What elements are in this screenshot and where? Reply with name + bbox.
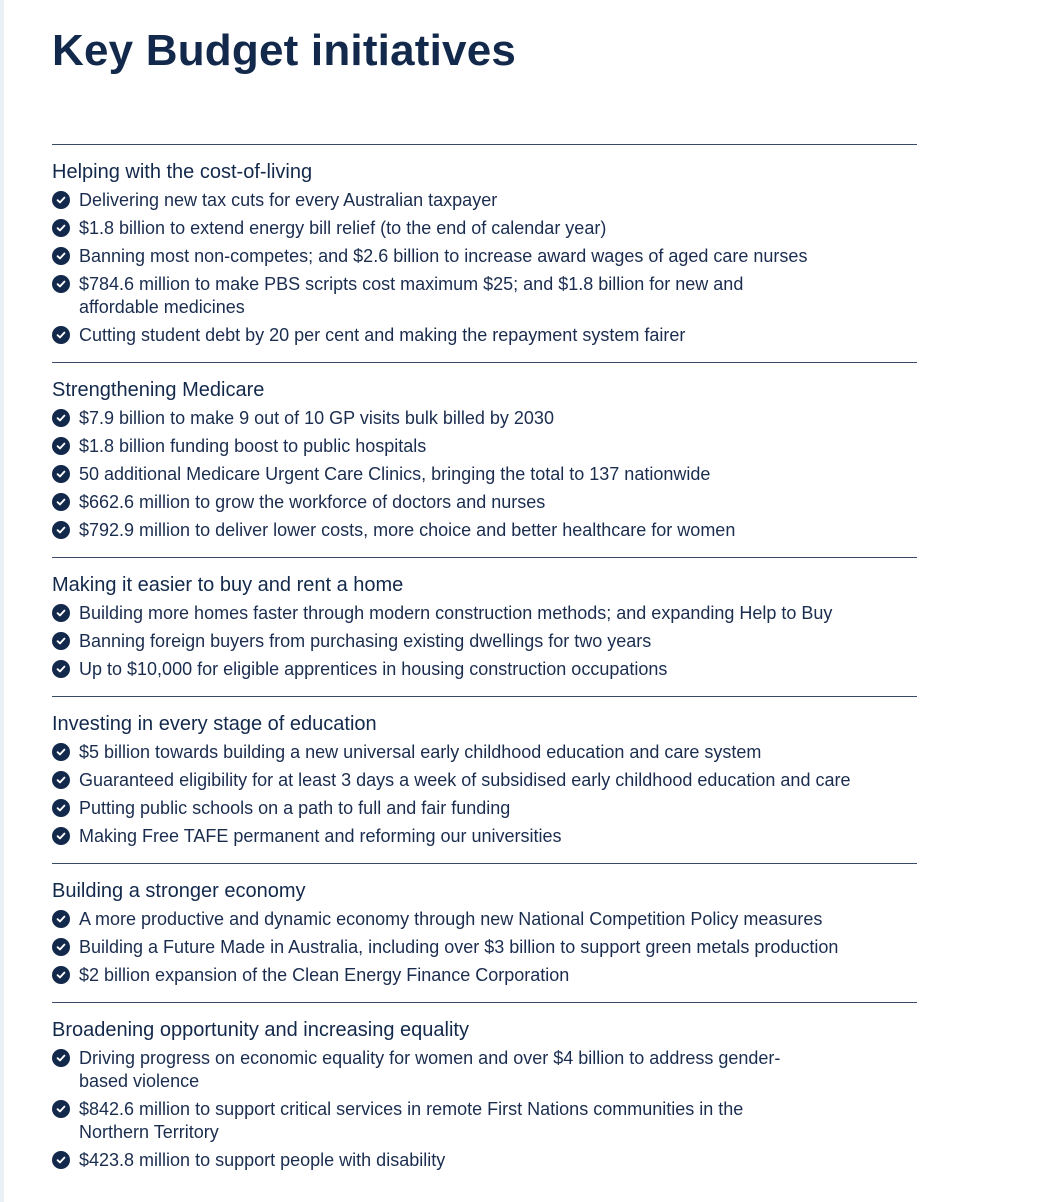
initiative-list (52, 741, 917, 848)
list-item-text: 50 additional Medicare Urgent Care Clinics, bringing the total to 137 nationwide (79, 464, 711, 484)
initiative-list (52, 602, 917, 681)
list-item-text: Putting public schools on a path to full and fair funding (79, 798, 511, 818)
list-item-text: $423.8 million to support people with disability (79, 1150, 446, 1170)
check-circle-icon (52, 604, 70, 622)
check-circle-icon (52, 191, 70, 209)
list-item (52, 741, 917, 764)
list-item-text: $792.9 million to deliver lower costs, more choice and better healthcare for women (79, 520, 736, 540)
check-circle-icon (52, 771, 70, 789)
check-circle-icon (52, 660, 70, 678)
section-heading: Broadening opportunity and increasing equality (52, 1019, 469, 1041)
list-item (52, 797, 917, 820)
list-item (52, 630, 917, 653)
check-circle-icon (52, 632, 70, 650)
section-0 (52, 144, 917, 362)
list-item (52, 407, 917, 430)
section-heading: Investing in every stage of education (52, 713, 377, 735)
list-item-text: Building more homes faster through modern construction methods; and expanding Help to Buy (79, 603, 833, 623)
list-item (52, 908, 917, 931)
list-item (52, 1098, 917, 1144)
list-item (52, 936, 917, 959)
list-item-text: Banning most non-competes; and $2.6 billion to increase award wages of aged care nurses (79, 246, 808, 266)
check-circle-icon (52, 326, 70, 344)
check-circle-icon (52, 409, 70, 427)
check-circle-icon (52, 247, 70, 265)
list-item (52, 825, 917, 848)
list-item (52, 463, 917, 486)
section-heading: Strengthening Medicare (52, 379, 265, 401)
check-circle-icon (52, 743, 70, 761)
list-item-text: Building a Future Made in Australia, including over $3 billion to support green metals production (79, 937, 839, 957)
list-item-text: $7.9 billion to make 9 out of 10 GP visits bulk billed by 2030 (79, 408, 554, 428)
list-item (52, 964, 917, 987)
list-item-text: A more productive and dynamic economy through new National Competition Policy measures (79, 909, 823, 929)
check-circle-icon (52, 910, 70, 928)
list-item-text: $662.6 million to grow the workforce of doctors and nurses (79, 492, 546, 512)
section-4 (52, 863, 917, 1002)
list-item-text: $784.6 million to make PBS scripts cost maximum $25; and $1.8 billion for new and affordable medicines (79, 274, 744, 317)
list-item (52, 435, 917, 458)
section-1 (52, 362, 917, 557)
check-circle-icon (52, 1049, 70, 1067)
section-5 (52, 1002, 917, 1187)
list-item (52, 273, 917, 319)
list-item-text: Cutting student debt by 20 per cent and making the repayment system fairer (79, 325, 686, 345)
list-item-text: $1.8 billion funding boost to public hospitals (79, 436, 427, 456)
section-heading: Making it easier to buy and rent a home (52, 574, 404, 596)
check-circle-icon (52, 1100, 70, 1118)
list-item (52, 217, 917, 240)
check-circle-icon (52, 799, 70, 817)
initiative-list (52, 908, 917, 987)
list-item (52, 491, 917, 514)
list-item-text: $2 billion expansion of the Clean Energy Finance Corporation (79, 965, 570, 985)
check-circle-icon (52, 1151, 70, 1169)
list-item-text: Delivering new tax cuts for every Australian taxpayer (79, 190, 498, 210)
check-circle-icon (52, 219, 70, 237)
list-item (52, 324, 917, 347)
check-circle-icon (52, 437, 70, 455)
check-circle-icon (52, 275, 70, 293)
list-item (52, 189, 917, 212)
check-circle-icon (52, 493, 70, 511)
list-item-text: Driving progress on economic equality for women and over $4 billion to address gender-based violence (79, 1048, 781, 1091)
list-item (52, 1149, 917, 1172)
list-item (52, 769, 917, 792)
section-2 (52, 557, 917, 696)
list-item (52, 602, 917, 625)
list-item (52, 245, 917, 268)
initiative-list (52, 407, 917, 542)
list-item (52, 1047, 917, 1093)
section-heading: Building a stronger economy (52, 880, 306, 902)
list-item (52, 658, 917, 681)
section-3 (52, 696, 917, 863)
initiatives-sections (52, 144, 917, 1187)
list-item-text: Up to $10,000 for eligible apprentices in housing construction occupations (79, 659, 668, 679)
list-item-text: Banning foreign buyers from purchasing existing dwellings for two years (79, 631, 652, 651)
list-item-text: Making Free TAFE permanent and reforming our universities (79, 826, 562, 846)
initiative-list (52, 189, 917, 347)
check-circle-icon (52, 521, 70, 539)
initiative-list (52, 1047, 917, 1172)
list-item-text: $5 billion towards building a new universal early childhood education and care system (79, 742, 762, 762)
check-circle-icon (52, 938, 70, 956)
list-item (52, 519, 917, 542)
check-circle-icon (52, 966, 70, 984)
list-item-text: Guaranteed eligibility for at least 3 days a week of subsidised early childhood education and care (79, 770, 851, 790)
list-item-text: $1.8 billion to extend energy bill relief (to the end of calendar year) (79, 218, 607, 238)
page-edge-strip (0, 0, 4, 1202)
list-item-text: $842.6 million to support critical services in remote First Nations communities in the Northern Territory (79, 1099, 744, 1142)
section-heading: Helping with the cost-of-living (52, 161, 313, 183)
check-circle-icon (52, 827, 70, 845)
check-circle-icon (52, 465, 70, 483)
page-title: Key Budget initiatives (52, 26, 517, 75)
